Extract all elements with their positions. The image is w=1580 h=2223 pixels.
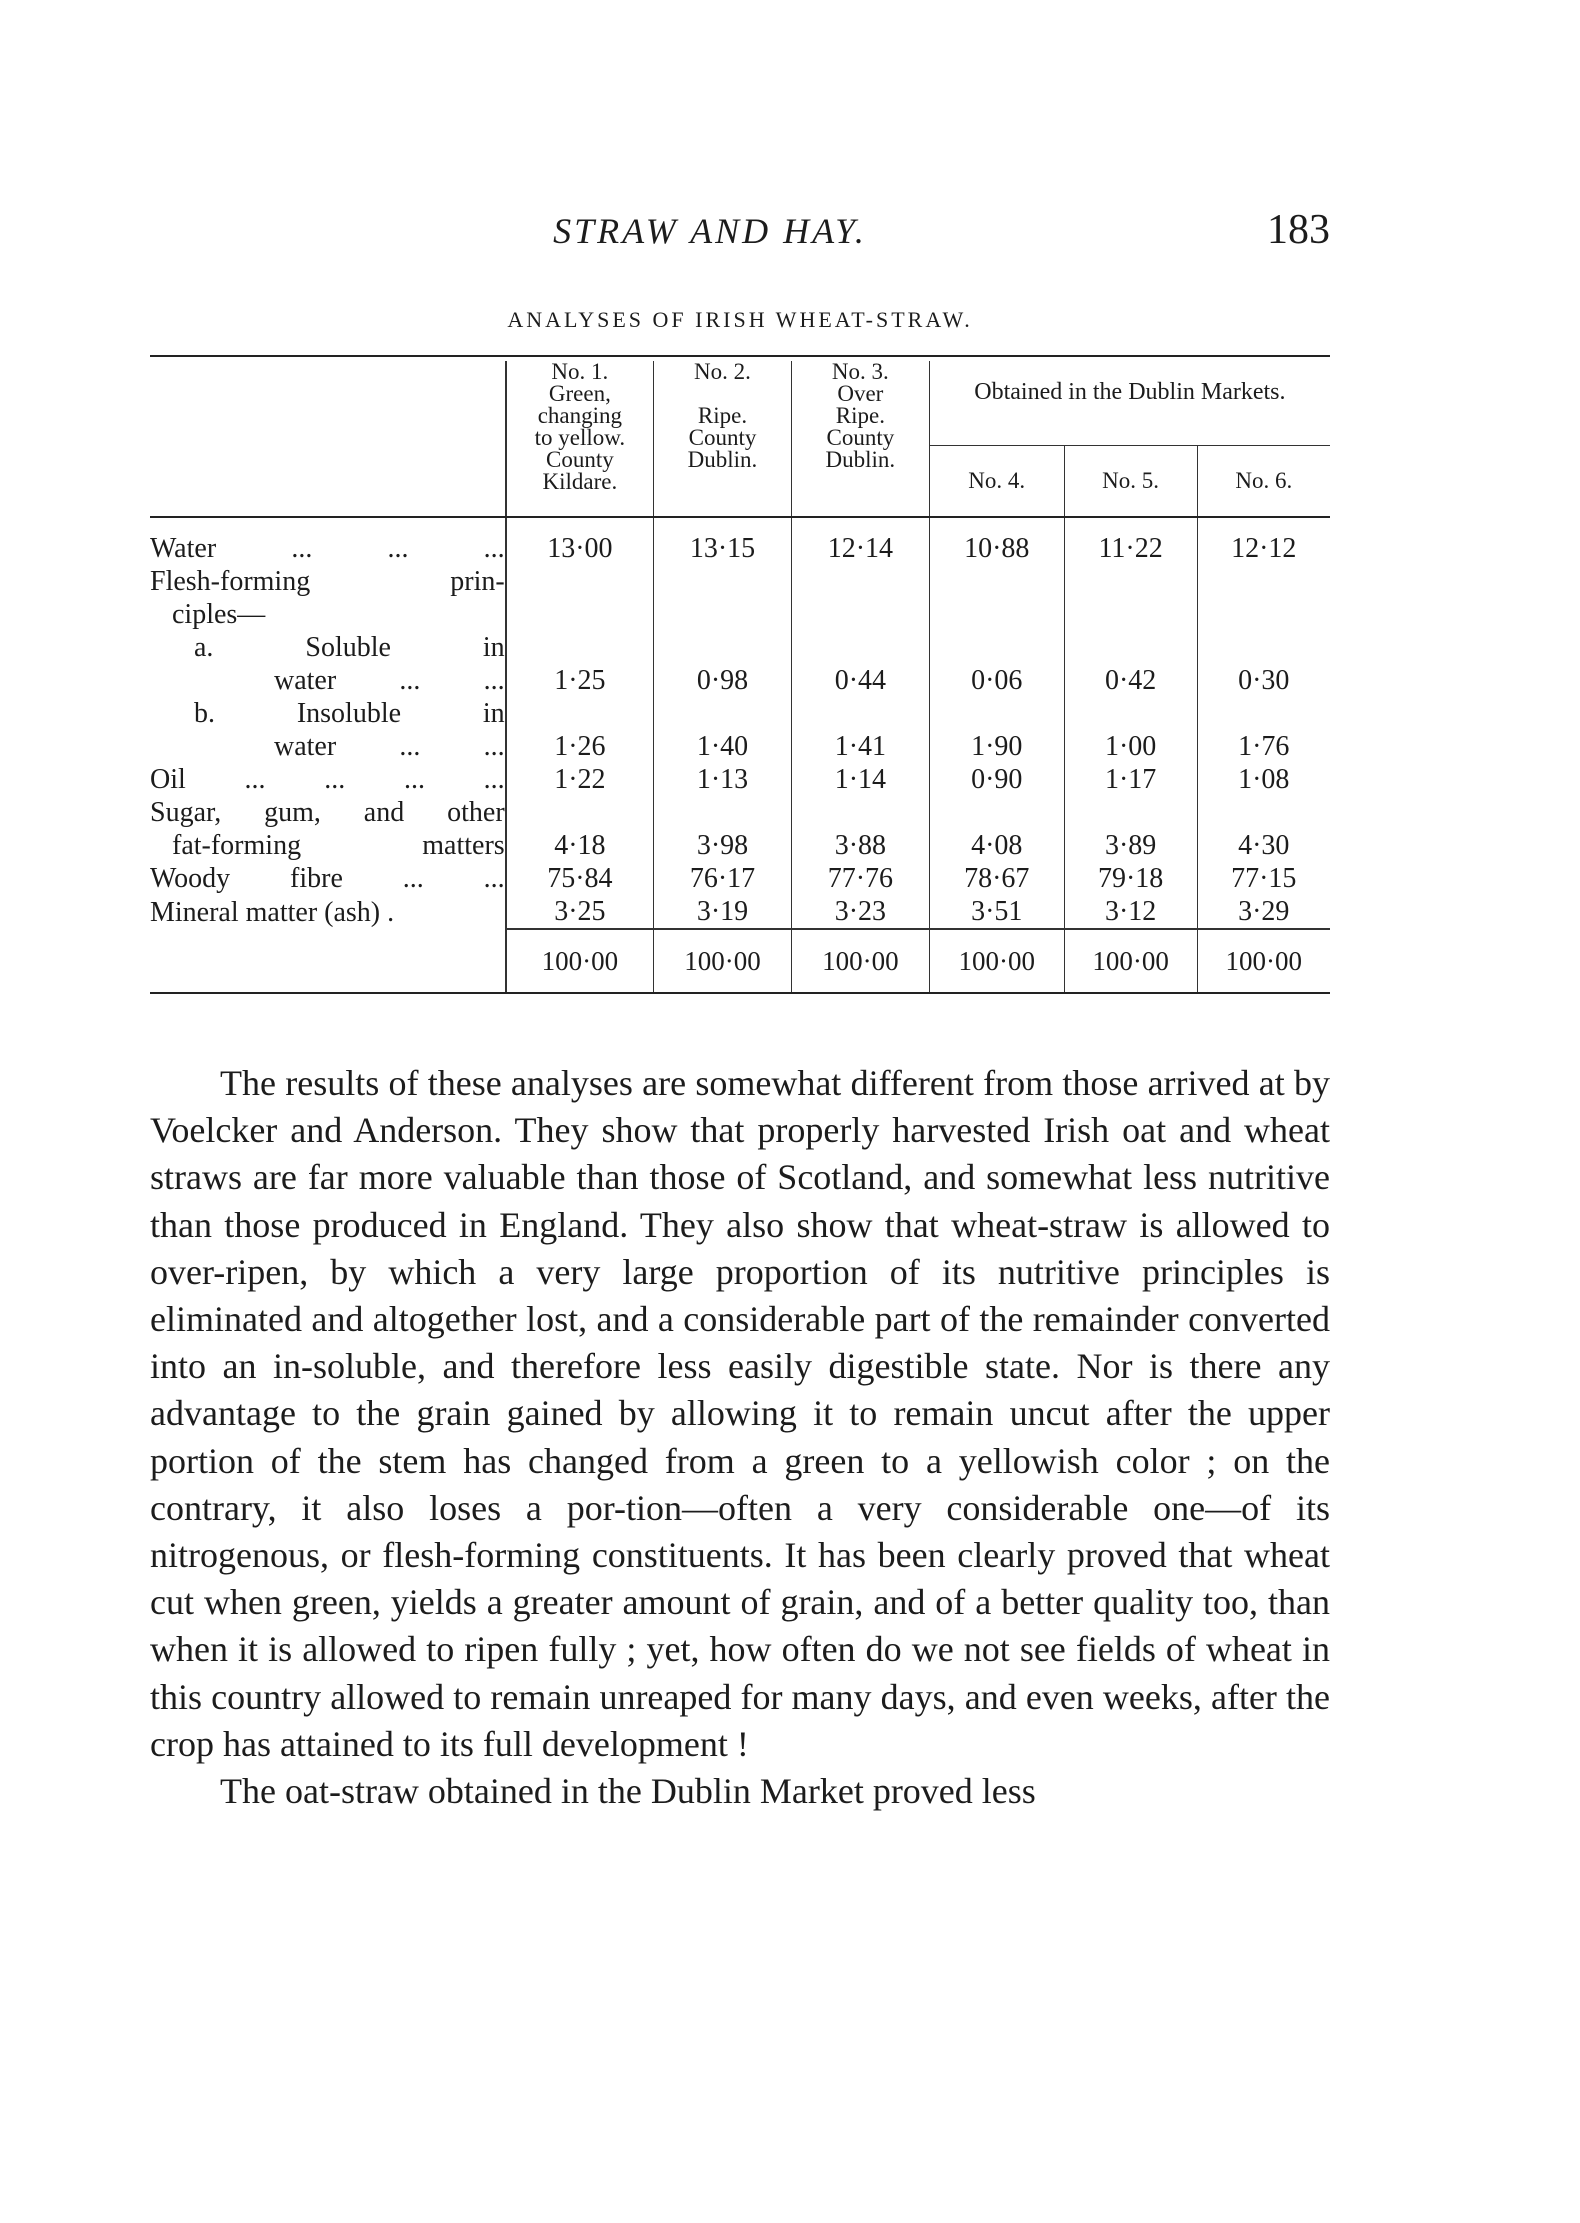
value-cell <box>929 565 1064 697</box>
row-label-line: Woody fibre ... ... <box>150 863 505 894</box>
paragraph: The oat-straw obtained in the Dublin Market proved less <box>220 1771 1036 1812</box>
value: 0·30 <box>1238 665 1290 696</box>
column-header-line: Kildare. <box>542 469 618 494</box>
column-header-line: to yellow. <box>534 425 626 450</box>
totals-row <box>150 929 1330 993</box>
value: 13·15 <box>689 533 756 564</box>
running-head <box>150 207 1330 270</box>
value <box>654 598 791 631</box>
value: 1·14 <box>834 764 887 795</box>
column-header-no5: No. 5. <box>1064 446 1197 518</box>
row-label <box>150 895 506 929</box>
column-header-dublin-markets: Obtained in the Dublin Markets. <box>929 361 1330 446</box>
value <box>507 598 653 631</box>
value: 3·89 <box>1104 830 1157 861</box>
value: 79·18 <box>1097 863 1164 894</box>
body-text <box>150 1060 1330 1815</box>
value: 1·17 <box>1104 764 1157 795</box>
column-header-line: Over <box>837 381 884 406</box>
column-header-line: Ripe. <box>697 403 748 428</box>
column-header-line: County <box>545 447 614 472</box>
table-row <box>150 763 1330 796</box>
column-header-no6: No. 6. <box>1197 446 1330 518</box>
value-cell <box>506 517 654 565</box>
value-cell <box>1197 763 1330 796</box>
row-label-line: fat-forming matters <box>172 830 505 861</box>
value <box>1198 796 1330 829</box>
value-cell <box>1197 697 1330 763</box>
value-cell <box>654 565 792 697</box>
column-header-line: changing <box>537 403 623 428</box>
value <box>1065 697 1197 730</box>
column-header-no4: No. 4. <box>929 446 1064 518</box>
value-cell <box>1064 796 1197 862</box>
value <box>930 631 1064 664</box>
value-cell <box>1064 517 1197 565</box>
value <box>792 796 929 829</box>
value <box>507 697 653 730</box>
value-cell <box>1064 697 1197 763</box>
value-cell <box>654 796 792 862</box>
value-cell <box>1197 565 1330 697</box>
row-label-line: water ... ... <box>274 665 505 696</box>
value <box>507 565 653 598</box>
total-cell: 100·00 <box>1064 929 1197 993</box>
value: 1·25 <box>554 665 606 696</box>
value <box>654 631 791 664</box>
row-label-line: Sugar, gum, and other <box>150 797 505 828</box>
table-row <box>150 862 1330 895</box>
column-header-no2 <box>654 361 792 517</box>
table-caption: ANALYSES OF IRISH WHEAT-STRAW. <box>507 307 973 332</box>
value-cell <box>1197 862 1330 895</box>
value-cell <box>1064 862 1197 895</box>
total-cell: 100·00 <box>506 929 654 993</box>
value: 3·25 <box>554 896 606 927</box>
value: 1·26 <box>554 731 606 762</box>
row-label <box>150 517 506 565</box>
total-cell: 100·00 <box>654 929 792 993</box>
column-header-line: Ripe. <box>835 403 885 428</box>
value <box>1065 565 1197 598</box>
value-cell <box>791 697 929 763</box>
row-label <box>150 565 506 697</box>
value: 11·22 <box>1098 533 1163 564</box>
column-header-line <box>654 383 791 405</box>
column-header-line: No. 1. <box>551 359 609 384</box>
value-cell <box>506 763 654 796</box>
value: 1·76 <box>1238 731 1290 762</box>
column-header-no1 <box>506 361 654 517</box>
value: 13·00 <box>547 533 613 564</box>
analyses-table <box>150 355 1330 994</box>
value: 4·08 <box>971 830 1023 861</box>
value <box>792 697 929 730</box>
value-cell <box>654 862 792 895</box>
value-cell <box>929 517 1064 565</box>
table-row <box>150 895 1330 929</box>
value-cell <box>1197 895 1330 929</box>
value: 1·40 <box>696 731 749 762</box>
value-cell <box>1064 763 1197 796</box>
value-cell <box>506 697 654 763</box>
value: 1·13 <box>696 764 749 795</box>
row-label-line: b. Insoluble in <box>194 698 505 729</box>
column-header-line: County <box>688 425 757 450</box>
value: 3·88 <box>834 830 887 861</box>
total-cell: 100·00 <box>791 929 929 993</box>
value: 75·84 <box>547 863 613 894</box>
value <box>507 796 653 829</box>
value: 4·30 <box>1238 830 1290 861</box>
value-cell <box>1197 796 1330 862</box>
value: 0·44 <box>834 665 887 696</box>
column-header-line: Dublin. <box>687 447 758 472</box>
value <box>654 565 791 598</box>
row-label-line: water ... ... <box>274 731 505 762</box>
running-title: STRAW AND HAY. <box>553 211 867 251</box>
column-header-line: Green, <box>548 381 611 406</box>
column-header-line: County <box>826 425 895 450</box>
value: 10·88 <box>964 533 1030 564</box>
value: 3·29 <box>1238 896 1290 927</box>
row-label <box>150 862 506 895</box>
value <box>654 697 791 730</box>
value <box>1198 697 1330 730</box>
row-label-line: ciples— <box>172 599 266 630</box>
value: 76·17 <box>689 863 756 894</box>
value-cell <box>1197 517 1330 565</box>
value-cell <box>791 565 929 697</box>
value-cell <box>929 862 1064 895</box>
value-cell <box>506 796 654 862</box>
value-cell <box>929 895 1064 929</box>
value <box>792 565 929 598</box>
table-row <box>150 697 1330 763</box>
row-label <box>150 796 506 862</box>
page-number: 183 <box>1267 207 1330 253</box>
value: 1·22 <box>554 764 606 795</box>
value: 3·19 <box>696 896 749 927</box>
column-header-row <box>150 361 1330 446</box>
value <box>792 631 929 664</box>
value-cell <box>791 517 929 565</box>
value <box>1065 598 1197 631</box>
value: 77·76 <box>827 863 894 894</box>
column-header-line: Dublin. <box>825 447 896 472</box>
column-header-line: No. 2. <box>694 359 751 384</box>
total-cell: 100·00 <box>929 929 1064 993</box>
value <box>1198 565 1330 598</box>
row-label <box>150 697 506 763</box>
value-cell <box>1064 895 1197 929</box>
table-row <box>150 517 1330 565</box>
value-cell <box>791 763 929 796</box>
value: 0·06 <box>971 665 1023 696</box>
value: 1·90 <box>971 731 1023 762</box>
value-cell <box>791 862 929 895</box>
value <box>507 631 653 664</box>
column-header-line: No. 3. <box>831 359 889 384</box>
value <box>1065 796 1197 829</box>
value-cell <box>654 517 792 565</box>
value-cell <box>654 697 792 763</box>
value: 4·18 <box>554 830 606 861</box>
value <box>792 598 929 631</box>
value: 0·90 <box>971 764 1023 795</box>
value: 3·98 <box>696 830 749 861</box>
value-cell <box>654 763 792 796</box>
value-cell <box>929 796 1064 862</box>
value: 1·41 <box>834 731 887 762</box>
value <box>930 565 1064 598</box>
value: 3·23 <box>834 896 887 927</box>
value-cell <box>1064 565 1197 697</box>
column-header-no3 <box>791 361 929 517</box>
value: 12·14 <box>827 533 894 564</box>
value-cell <box>654 895 792 929</box>
value <box>930 598 1064 631</box>
value <box>1198 631 1330 664</box>
value-cell <box>506 862 654 895</box>
value-cell <box>929 697 1064 763</box>
row-label-line: Oil ... ... ... ... <box>150 764 505 795</box>
row-label <box>150 763 506 796</box>
value: 3·12 <box>1104 896 1157 927</box>
row-label-line: Water ... ... ... <box>150 533 505 564</box>
value-cell <box>506 895 654 929</box>
value-cell <box>506 565 654 697</box>
table-row <box>150 796 1330 862</box>
value-cell <box>791 895 929 929</box>
row-label-line: Flesh-forming prin- <box>150 566 505 597</box>
value <box>930 796 1064 829</box>
value <box>1065 631 1197 664</box>
value-cell <box>929 763 1064 796</box>
value <box>930 697 1064 730</box>
row-label-line: a. Soluble in <box>194 632 505 663</box>
value: 1·08 <box>1238 764 1290 795</box>
value <box>654 796 791 829</box>
value: 3·51 <box>971 896 1023 927</box>
value: 77·15 <box>1231 863 1297 894</box>
value <box>1198 598 1330 631</box>
paragraph: The results of these analyses are somewhat different from those arrived at by Voelcker and Anderson. They show that properly harvested Irish oat and wheat straws are far more valuable than those of Scotland, and somewhat less nutritive than those produced in England. They also show that wheat-straw is allowed to over-ripen, by which a very large proportion of its nutritive principles is eliminated and altogether lost, and a considerable part of the remainder converted into an in-soluble, and therefore less easily digestible state. Nor is there any advantage to the grain gained by allowing it to remain uncut after the upper portion of the stem has changed from a green to a yellowish color ; on the contrary, it also loses a por-tion—often a very considerable one—of its nitrogenous, or flesh-forming constituents. It has been clearly proved that wheat cut when green, yields a greater amount of grain, and of a better quality too, than when it is allowed to ripen fully ; yet, how often do we not see fields of wheat in this country allowed to remain unreaped for many days, and even weeks, after the crop has attained to its full development ! <box>150 1063 1330 1764</box>
value: 0·98 <box>696 665 749 696</box>
value: 78·67 <box>964 863 1030 894</box>
value: 1·00 <box>1104 731 1157 762</box>
row-label-line: Mineral matter (ash) . <box>150 896 395 928</box>
total-cell: 100·00 <box>1197 929 1330 993</box>
value: 0·42 <box>1104 665 1157 696</box>
value-cell <box>791 796 929 862</box>
value: 12·12 <box>1231 533 1297 564</box>
table-row <box>150 565 1330 697</box>
